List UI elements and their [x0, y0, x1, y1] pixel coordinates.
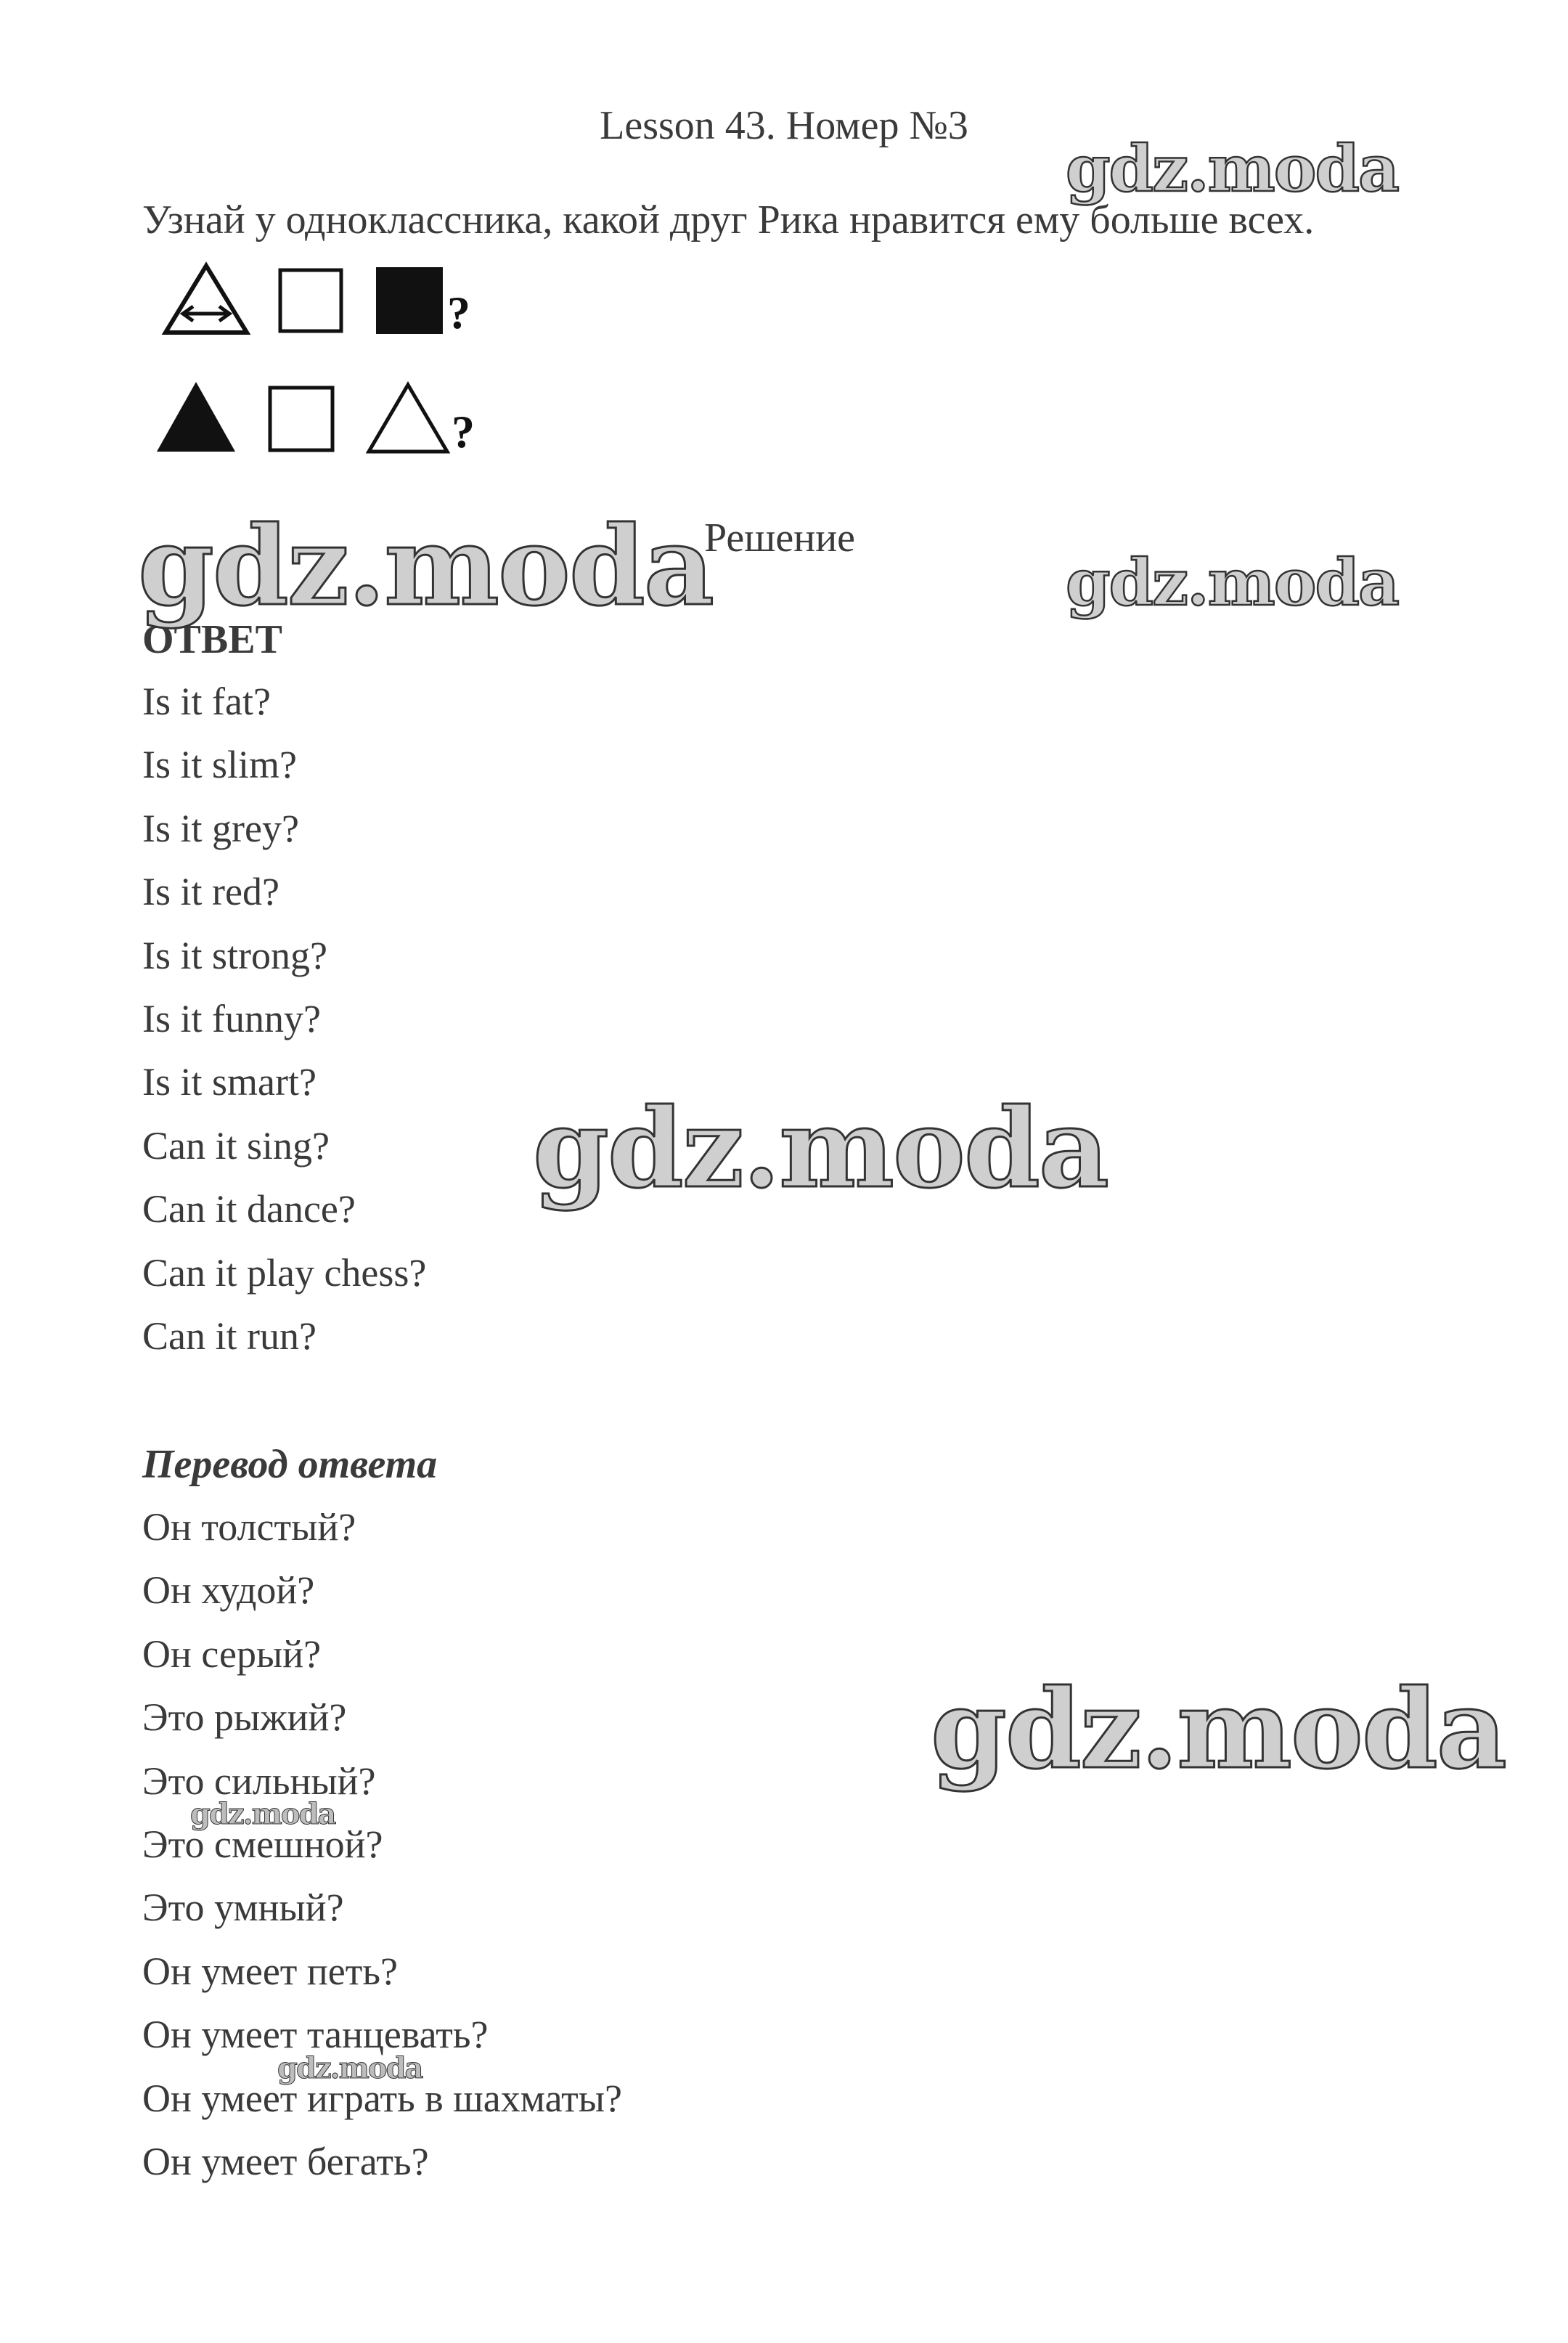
list-item: Is it red?	[142, 870, 279, 914]
watermark: gdz.moda	[277, 2051, 422, 2085]
watermark: gdz.moda	[931, 1666, 1506, 1793]
list-item: Can it sing?	[142, 1123, 330, 1168]
list-item: Это рыжий?	[142, 1695, 347, 1740]
filled-triangle-icon	[155, 380, 237, 453]
list-item: Can it play chess?	[142, 1250, 427, 1295]
list-item: Is it smart?	[142, 1060, 317, 1104]
list-item: Can it dance?	[142, 1187, 356, 1231]
triangle-with-arrow-icon	[161, 261, 251, 337]
translation-list	[142, 1501, 622, 2199]
list-item: Он умеет танцевать?	[142, 2013, 489, 2057]
watermark: gdz.moda	[190, 1797, 335, 1831]
filled-square-icon	[375, 266, 444, 335]
solution-heading: Решение	[704, 516, 856, 561]
list-item: Это умный?	[142, 1886, 344, 1930]
list-item: Он умеет петь?	[142, 1949, 398, 1993]
list-item: Он худой?	[142, 1568, 315, 1613]
list-item: Is it funny?	[142, 996, 321, 1040]
list-item: Он толстый?	[142, 1505, 356, 1549]
question-mark: ?	[447, 287, 470, 338]
page-title: Lesson 43. Номер №3	[600, 103, 968, 148]
answer-list	[142, 676, 426, 1374]
list-item: Is it grey?	[142, 806, 299, 850]
list-item: Он умеет играть в шахматы?	[142, 2076, 622, 2120]
outline-square-icon	[277, 267, 344, 334]
answer-label: ОТВЕТ	[142, 617, 282, 662]
list-item: Is it strong?	[142, 933, 327, 977]
list-item: Это смешной?	[142, 1822, 383, 1866]
list-item: Он серый?	[142, 1631, 322, 1676]
list-item: Is it slim?	[142, 743, 297, 787]
translation-label: Перевод ответа	[142, 1442, 438, 1487]
question-mark: ?	[452, 406, 475, 457]
list-item: Is it fat?	[142, 680, 271, 723]
outline-square-icon	[267, 385, 335, 453]
task-text: Узнай у одноклассника, какой друг Рика нравится ему больше всех.	[142, 197, 1315, 243]
watermark: gdz.moda	[533, 1085, 1108, 1213]
list-item: Это сильный?	[142, 1759, 376, 1803]
list-item: Can it run?	[142, 1313, 317, 1358]
list-item: Он умеет бегать?	[142, 2139, 429, 2183]
watermark: gdz.moda	[138, 502, 714, 630]
outline-triangle-icon	[366, 380, 450, 455]
watermark: gdz.moda	[1066, 545, 1399, 620]
watermark: gdz.moda	[1066, 131, 1399, 206]
